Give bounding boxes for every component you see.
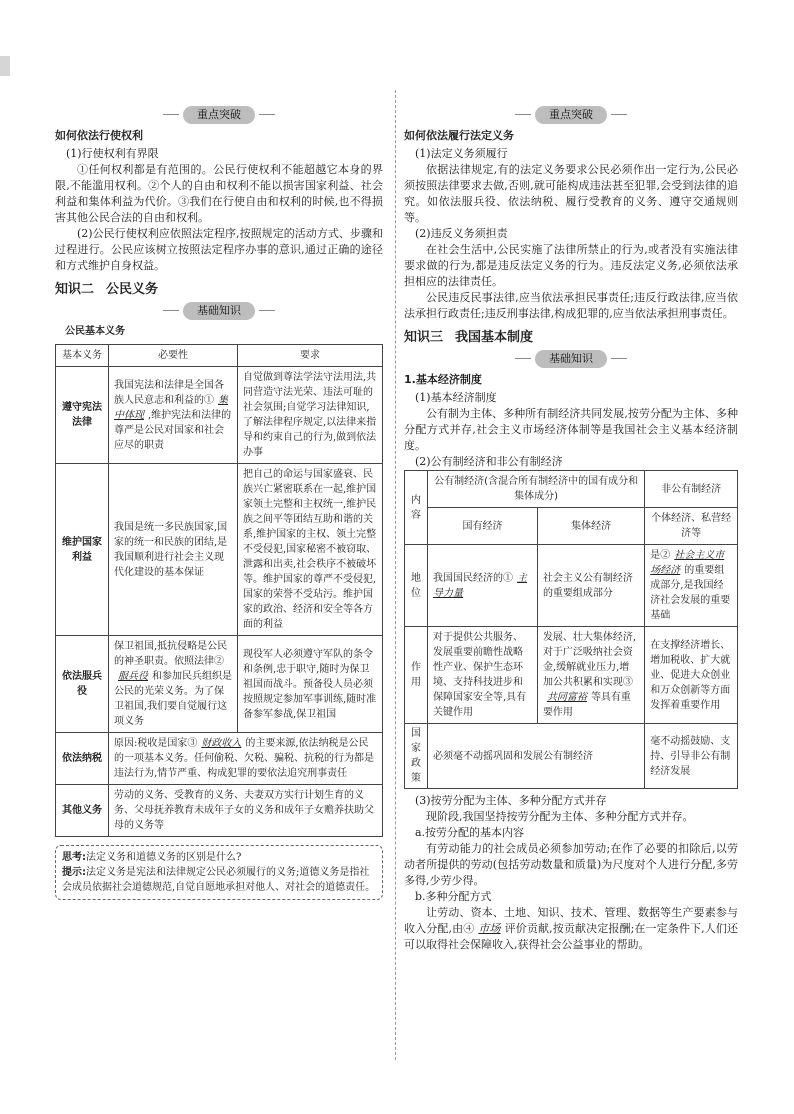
row-name: 遵守宪法法律 bbox=[56, 367, 109, 464]
necessity-cell: 我国宪法和法律是全国各族人民意志和利益的① 集中体现 ,维护宪法和法律的尊严是公民对国家和社会应尽的职责 bbox=[109, 367, 238, 464]
paragraph: 公有制为主体、多种所有制经济共同发展,按劳分配为主体、多种分配方式并存,社会主义市场经济体制等是我国社会主义基本经济制度。 bbox=[404, 407, 738, 452]
basic-knowledge-banner: 基础知识 bbox=[535, 350, 607, 368]
fill-blank: 社会主义市场经济 bbox=[650, 550, 725, 576]
topic-title: 如何依法行使权利 bbox=[55, 129, 143, 142]
fill-blank: 主导力量 bbox=[433, 572, 527, 599]
subheading: b.多种分配方式 bbox=[415, 890, 492, 903]
section-heading: 知识二 公民义务 bbox=[55, 282, 159, 297]
state-header: 国有经济 bbox=[428, 508, 538, 545]
think-question: 法定义务和道德义务的区别是什么? bbox=[86, 852, 242, 863]
cell: 毫不动摇鼓励、支持、引导非公有制经济发展 bbox=[645, 724, 738, 789]
left-column bbox=[55, 104, 383, 900]
row-name: 其他义务 bbox=[56, 785, 109, 837]
key-points-banner: 重点突破 bbox=[183, 106, 255, 124]
economy-table bbox=[404, 470, 738, 789]
paragraph: 公民违反民事法律,应当依法承担民事责任;违反行政法律,应当依法承担行政责任;违反刑事法律,构成犯罪的,应当依法承担刑事责任。 bbox=[404, 291, 738, 320]
paragraph: (2)公民行使权利应依照法定程序,按照规定的活动方式、步骤和过程进行。公民应该树立按照法定程序办事的意识,通过正确的途径和方式维护自身权益。 bbox=[55, 227, 383, 272]
duties-table bbox=[55, 344, 383, 837]
fill-blank: 财政收入 bbox=[201, 738, 242, 749]
column-divider bbox=[395, 90, 396, 1060]
cell: 是② 社会主义市场经济 的重要组成部分,是我国经济社会发展的重要基础 bbox=[645, 545, 738, 627]
table-title: 公民基本义务 bbox=[65, 326, 125, 337]
cell: 在支撑经济增长、增加税收、扩大就业、促进大众创业和万众创新等方面发挥着重要作用 bbox=[645, 627, 738, 724]
table-row bbox=[56, 733, 383, 785]
basic-knowledge-banner: 基础知识 bbox=[183, 302, 255, 320]
necessity-cell: 我国是统一多民族国家,国家的统一和民族的团结,是我国顺利进行社会主义现代化建设的基本保证 bbox=[109, 464, 238, 636]
individual-header: 个体经济、私营经济等 bbox=[645, 508, 738, 545]
page-edge-tab bbox=[0, 56, 10, 76]
table-row bbox=[405, 545, 738, 627]
requirement-cell: 现役军人必须遵守军队的条令和条例,忠于职守,随时为保卫祖国而战斗。预备役人员必须按照规定参加军事训练,随时准备参军参战,保卫祖国 bbox=[238, 636, 383, 733]
section-heading: 知识三 我国基本制度 bbox=[404, 330, 534, 345]
paragraph: 依据法律规定,有的法定义务要求公民必须作出一定行为,公民必须按照法律要求去做,否则,就可能构成违法甚至犯罪,会受到法律的追究。如依法服兵役、依法纳税、履行受教育的义务、遵守交通规则等。 bbox=[404, 163, 738, 224]
row-name: 地位 bbox=[405, 545, 428, 627]
table-row bbox=[56, 785, 383, 837]
subsection-heading: 1.基本经济制度 bbox=[404, 373, 482, 386]
fill-blank: 市场 bbox=[478, 922, 501, 935]
topic-title: 如何依法履行法定义务 bbox=[404, 129, 514, 142]
paragraph: ①任何权利都是有范围的。公民行使权利不能超越它本身的界限,不能滥用权利。②个人的自由和权利不能以损害国家利益、社会利益和集体利益为代价。③我们在行使自由和权利的时候,也不得损害其他公民合法的自由和权利。 bbox=[55, 163, 383, 224]
private-header: 非公有制经济 bbox=[645, 471, 738, 508]
key-points-banner: 重点突破 bbox=[535, 106, 607, 124]
hint-answer: 法定义务是宪法和法律规定公民必须履行的义务;道德义务是指社会成员依据社会道德规范,自觉自愿地承担对他人、对社会的道德责任。 bbox=[62, 867, 376, 893]
fill-blank: 共同富裕 bbox=[546, 692, 587, 703]
table-row bbox=[405, 627, 738, 724]
content-header: 内容 bbox=[405, 471, 428, 545]
col-header: 必要性 bbox=[109, 345, 238, 367]
paragraph: 在社会生活中,公民实施了法律所禁止的行为,或者没有实施法律要求做的行为,都是违反法定义务的行为。违反法定义务,必须依法承担相应的法律责任。 bbox=[404, 243, 738, 288]
subheading: (2)违反义务须担责 bbox=[415, 227, 508, 240]
paragraph: 现阶段,我国坚持按劳分配为主体、多种分配方式并存。 bbox=[426, 810, 694, 823]
subheading: (3)按劳分配为主体、多种分配方式并存 bbox=[415, 794, 607, 807]
paragraph: 让劳动、资本、土地、知识、技术、管理、数据等生产要素参与收入分配,由④ 市场 评价贡献,按贡献决定报酬;在一定条件下,人们还可以取得社会保障收入,获得社会公益事业的帮助。 bbox=[404, 906, 739, 951]
col-header: 基本义务 bbox=[56, 345, 109, 367]
other-duties-cell: 劳动的义务、受教育的义务、夫妻双方实行计划生育的义务、父母抚养教育未成年子女的义务和成年子女赡养扶助父母的义务等 bbox=[109, 785, 383, 837]
think-box bbox=[55, 845, 383, 900]
fill-blank: 服兵役 bbox=[118, 671, 148, 682]
subheading: (1)行使权利有界限 bbox=[66, 147, 159, 160]
subheading: (1)基本经济制度 bbox=[415, 391, 497, 404]
collective-header: 集体经济 bbox=[537, 508, 644, 545]
right-column bbox=[404, 104, 738, 953]
cell: 对于提供公共服务、发展重要前瞻性战略性产业、保护生态环境、支持科技进步和保障国家安全等,具有关键作用 bbox=[428, 627, 538, 724]
tax-cell: 原因:税收是国家③ 财政收入 的主要来源,依法纳税是公民的一项基本义务。任何偷税、欠税、骗税、抗税的行为都是违法行为,情节严重、构成犯罪的要依法追究刑事责任 bbox=[109, 733, 383, 785]
table-header-row bbox=[56, 345, 383, 367]
paragraph: 有劳动能力的社会成员必须参加劳动;在作了必要的扣除后,以劳动者所提供的劳动(包括劳动数量和质量)为尺度对个人进行分配,多劳多得,少劳少得。 bbox=[404, 842, 738, 887]
subheading: (2)公有制经济和非公有制经济 bbox=[415, 455, 563, 468]
row-name: 依法纳税 bbox=[56, 733, 109, 785]
fill-blank: 集中体现 bbox=[114, 394, 228, 421]
table-row bbox=[56, 367, 383, 464]
cell: 社会主义公有制经济的重要组成部分 bbox=[537, 545, 644, 627]
subheading: a.按劳分配的基本内容 bbox=[415, 826, 525, 839]
subheading: (1)法定义务须履行 bbox=[415, 147, 508, 160]
table-row bbox=[56, 636, 383, 733]
table-row bbox=[56, 464, 383, 636]
row-name: 依法服兵役 bbox=[56, 636, 109, 733]
public-header: 公有制经济(含混合所有制经济中的国有成分和集体成分) bbox=[428, 471, 645, 508]
necessity-cell: 保卫祖国,抵抗侵略是公民的神圣职责。依照法律②服兵役 和参加民兵组织是公民的光荣义务。为了保卫祖国,我们要自觉履行这项义务 bbox=[109, 636, 238, 733]
row-name: 国家政策 bbox=[405, 724, 428, 789]
cell: 我国国民经济的① 主导力量 bbox=[428, 545, 538, 627]
row-name: 作用 bbox=[405, 627, 428, 724]
requirement-cell: 把自己的命运与国家盛衰、民族兴亡紧密联系在一起,维护国家领土完整和主权统一,维护民族之间平等团结互助和谐的关系,维护国家的主权、领土完整不受侵犯,国家秘密不被窃取、泄露和出卖,社会秩序不被破坏等。维护国家的尊严不受侵犯,国家的荣誉不受玷污。维护国家的政治、经济和安全等各方面的利益 bbox=[238, 464, 383, 636]
table-row bbox=[405, 724, 738, 789]
hint-label: 提示: bbox=[62, 867, 86, 878]
col-header: 要求 bbox=[238, 345, 383, 367]
requirement-cell: 自觉做到尊法学法守法用法,共同营造守法光荣、违法可耻的社会氛围;自觉学习法律知识,了解法律程序规定,以法律来指导和约束自己的行为,做到依法办事 bbox=[238, 367, 383, 464]
row-name: 维护国家利益 bbox=[56, 464, 109, 636]
think-label: 思考: bbox=[62, 852, 86, 863]
cell: 发展、壮大集体经济,对于广泛吸纳社会资金,缓解就业压力,增加公共积累和实现③共同富裕 等具有重要作用 bbox=[537, 627, 644, 724]
cell: 必须毫不动摇巩固和发展公有制经济 bbox=[428, 724, 645, 789]
